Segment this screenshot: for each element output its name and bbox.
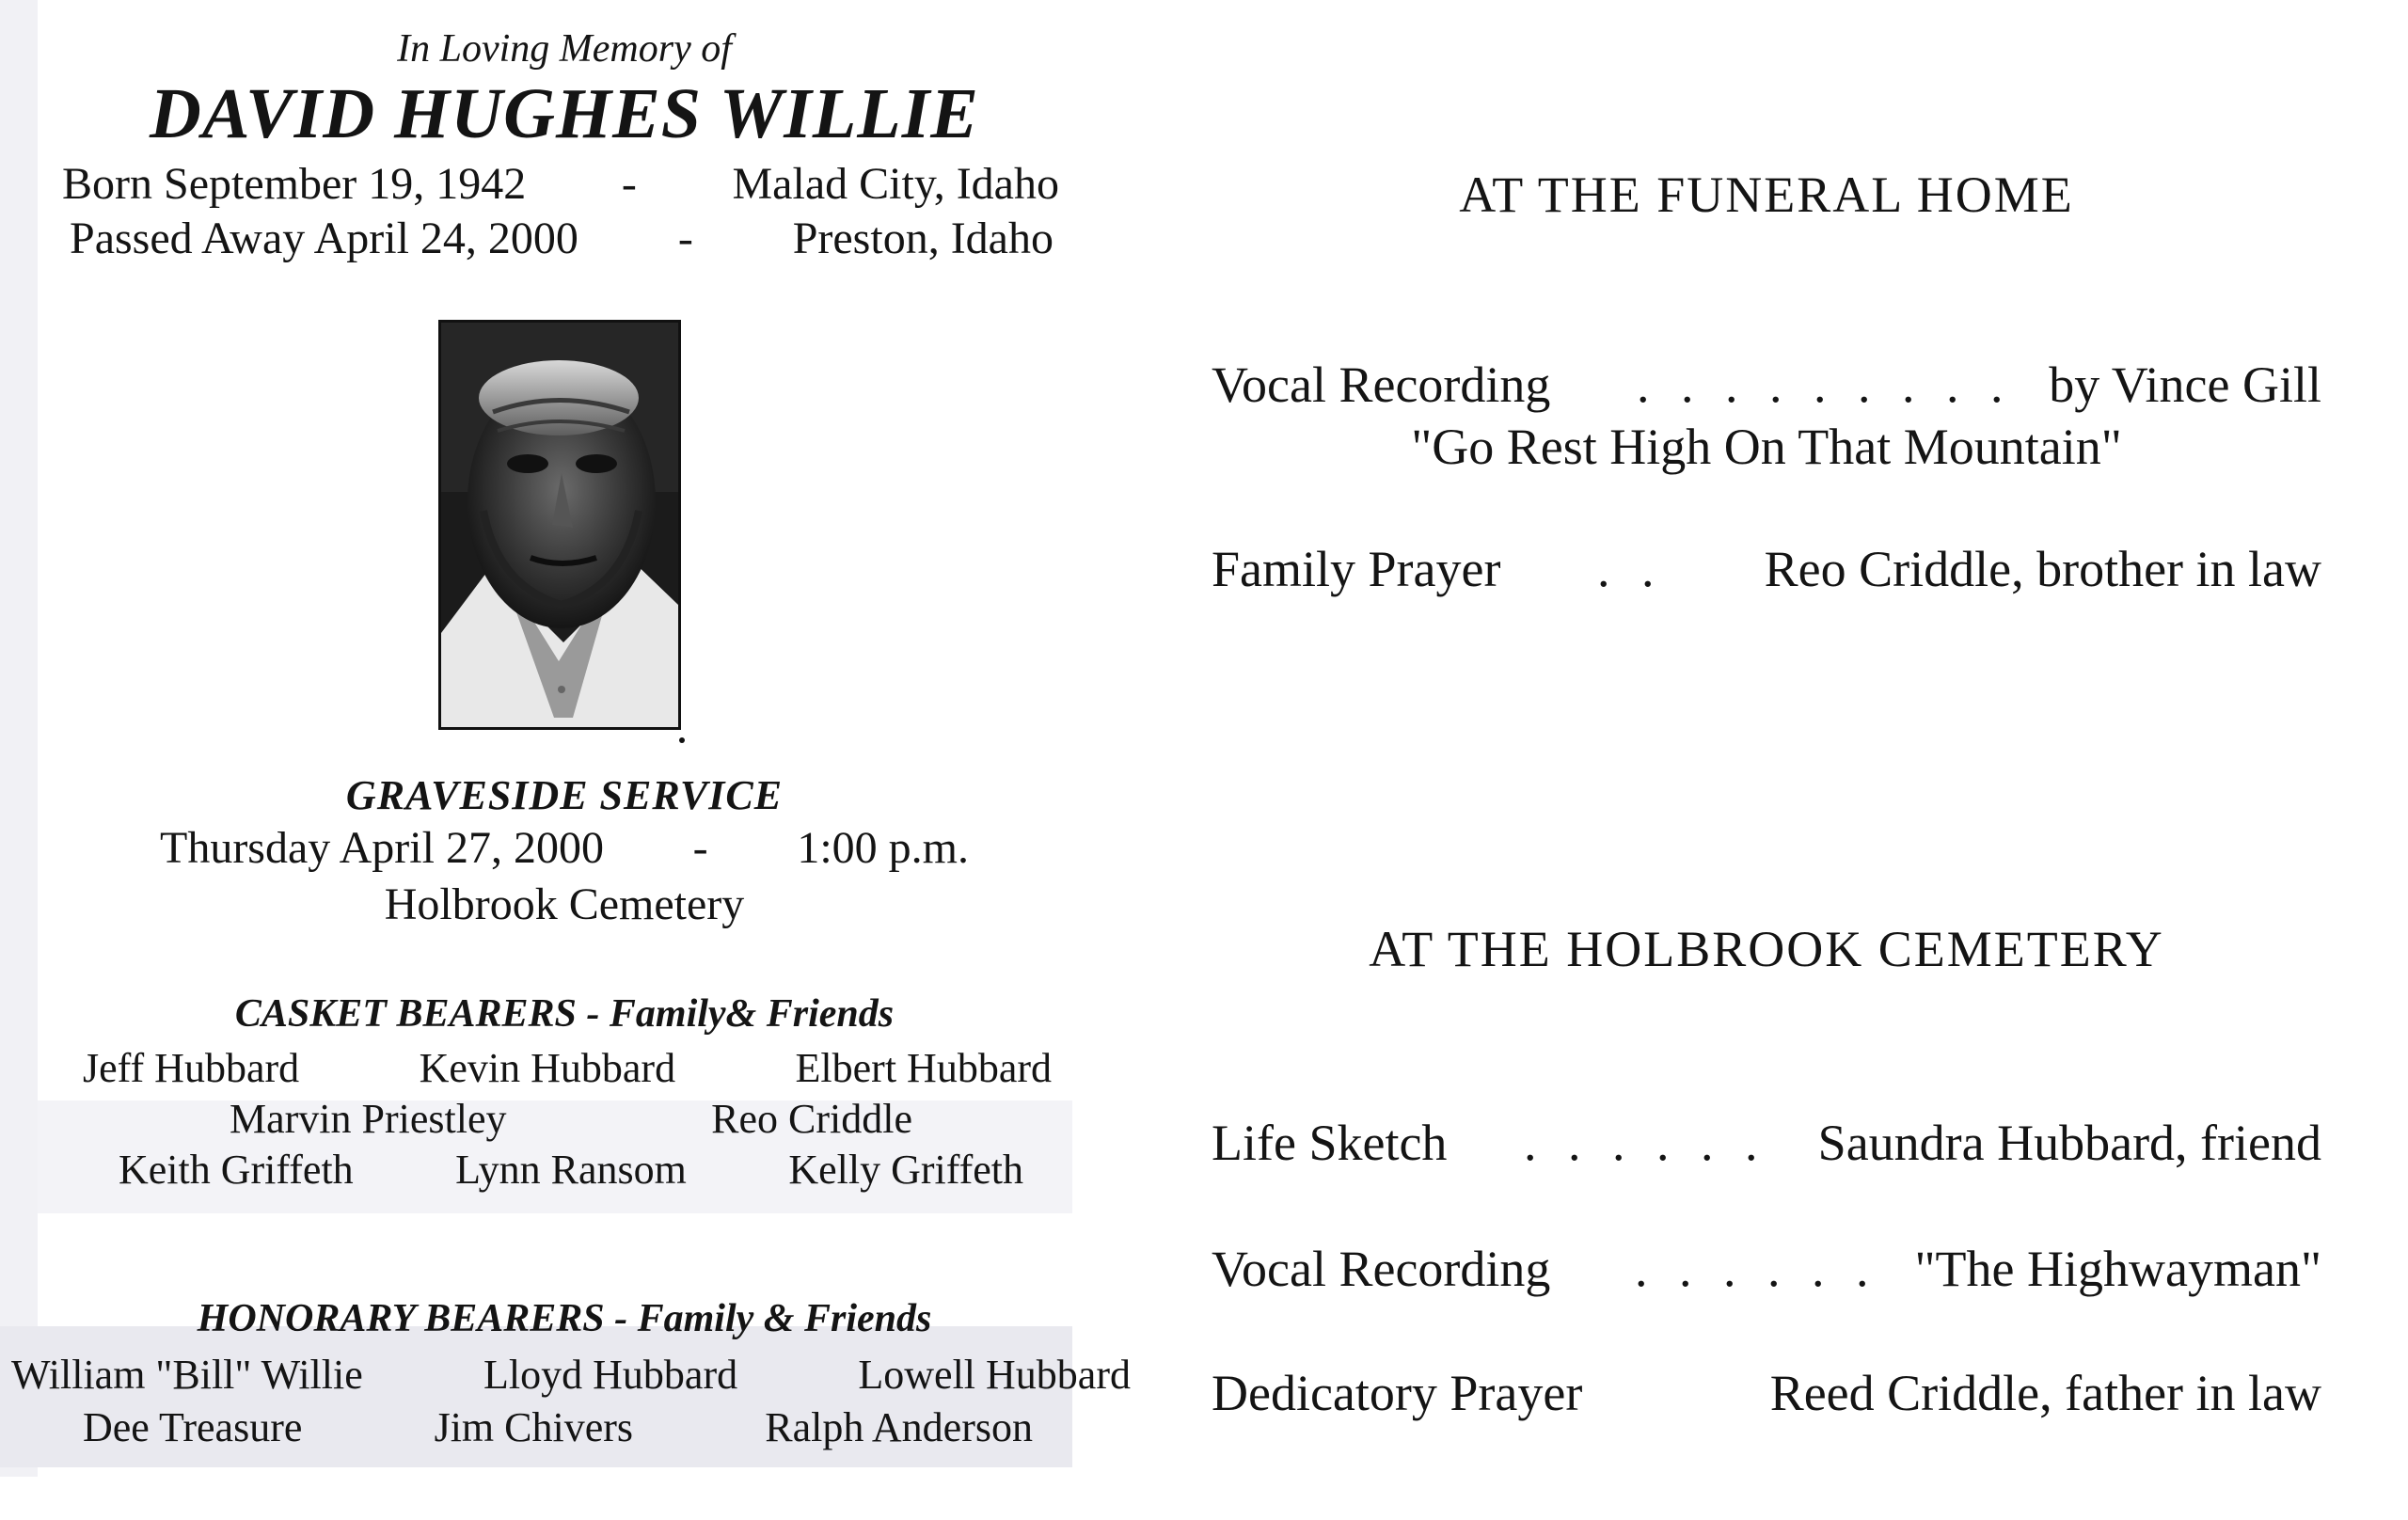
casket-subtitle: - Family& Friends [586, 992, 895, 1036]
program-item-label: Dedicatory Prayer [1212, 1365, 1583, 1421]
leader-dots: . . . . . . . . . [1637, 356, 2013, 413]
graveside-title: GRAVESIDE SERVICE [345, 772, 784, 818]
graveside-date: Thursday April 27, 2000 [160, 823, 604, 873]
program-item-label: Vocal Recording [1212, 1241, 1551, 1297]
casket-title: CASKET BEARERS [234, 992, 577, 1036]
graveside-datetime [160, 822, 969, 874]
leader-dots: . . [1597, 541, 1664, 597]
honorary-subtitle: - Family & Friends [614, 1297, 932, 1340]
program-item-value: Reed Criddle, father in law [1769, 1365, 2321, 1421]
in-memory-label: In Loving Memory of [397, 27, 732, 71]
casket-row-2 [230, 1095, 912, 1143]
program-item-label: Family Prayer [1212, 541, 1501, 597]
passed-line [70, 213, 1054, 264]
born-place: Malad City, Idaho [732, 159, 1059, 209]
funeral-vocal-recording [1212, 356, 2321, 412]
passed-date: Passed Away April 24, 2000 [70, 214, 578, 263]
honorary-bearer: Lowell Hubbard [858, 1352, 1131, 1398]
honorary-bearer: Dee Treasure [83, 1404, 303, 1450]
honorary-bearer: Jim Chivers [434, 1404, 634, 1450]
passed-sep: - [677, 214, 693, 263]
cemetery-dedicatory-prayer [1212, 1364, 2321, 1420]
casket-heading [0, 991, 1129, 1037]
casket-bearer: Elbert Hubbard [795, 1045, 1052, 1091]
cemetery-life-sketch [1212, 1114, 2321, 1170]
born-date: Born September 19, 1942 [62, 159, 527, 209]
graveside-sep: - [692, 823, 708, 873]
honorary-bearer: William "Bill" Willie [11, 1352, 363, 1398]
casket-bearer: Keith Griffeth [119, 1147, 354, 1193]
scan-speck [679, 737, 685, 743]
cemetery-vocal-recording [1212, 1240, 2321, 1296]
casket-bearer: Reo Criddle [711, 1096, 912, 1142]
honorary-heading [0, 1296, 1129, 1341]
casket-bearer: Lynn Ransom [455, 1147, 687, 1193]
casket-bearer: Jeff Hubbard [83, 1045, 300, 1091]
funeral-song-title: "Go Rest High On That Mountain" [1411, 419, 2122, 475]
deceased-name: DAVID HUGHES WILLIE [150, 74, 979, 153]
honorary-row-1 [11, 1351, 1131, 1399]
program-item-label: Life Sketch [1212, 1115, 1448, 1171]
born-line [62, 158, 1059, 210]
graveside-time: 1:00 p.m. [797, 823, 969, 873]
funeral-home-heading: AT THE FUNERAL HOME [1459, 166, 2074, 223]
leader-dots: . . . . . . [1524, 1115, 1767, 1171]
born-sep: - [621, 159, 637, 209]
casket-bearer: Kevin Hubbard [419, 1045, 676, 1091]
passed-place: Preston, Idaho [792, 214, 1054, 263]
program-item-value: Reo Criddle, brother in law [1764, 541, 2321, 597]
memorial-left-panel [0, 0, 1129, 1477]
program-item-label: Vocal Recording [1212, 356, 1551, 413]
casket-row-3 [119, 1146, 1023, 1194]
honorary-bearer: Ralph Anderson [765, 1404, 1033, 1450]
casket-bearer: Kelly Griffeth [788, 1147, 1023, 1193]
leader-dots: . . . . . . [1635, 1241, 1878, 1297]
casket-row-1 [83, 1044, 1052, 1092]
honorary-bearer: Lloyd Hubbard [483, 1352, 738, 1398]
portrait-photo [438, 320, 681, 730]
program-item-value: Saundra Hubbard, friend [1817, 1115, 2321, 1171]
honorary-row-2 [83, 1403, 1033, 1451]
program-item-value: "The Highwayman" [1914, 1241, 2321, 1297]
casket-bearer: Marvin Priestley [230, 1096, 507, 1142]
portrait-image [441, 323, 678, 727]
honorary-title: HONORARY BEARERS [197, 1297, 605, 1340]
cemetery-heading: AT THE HOLBROOK CEMETERY [1369, 921, 2164, 977]
graveside-place: Holbrook Cemetery [384, 879, 745, 929]
program-item-value: by Vince Gill [2049, 356, 2321, 413]
funeral-family-prayer [1212, 540, 2321, 596]
scan-edge-strip [0, 0, 38, 1477]
